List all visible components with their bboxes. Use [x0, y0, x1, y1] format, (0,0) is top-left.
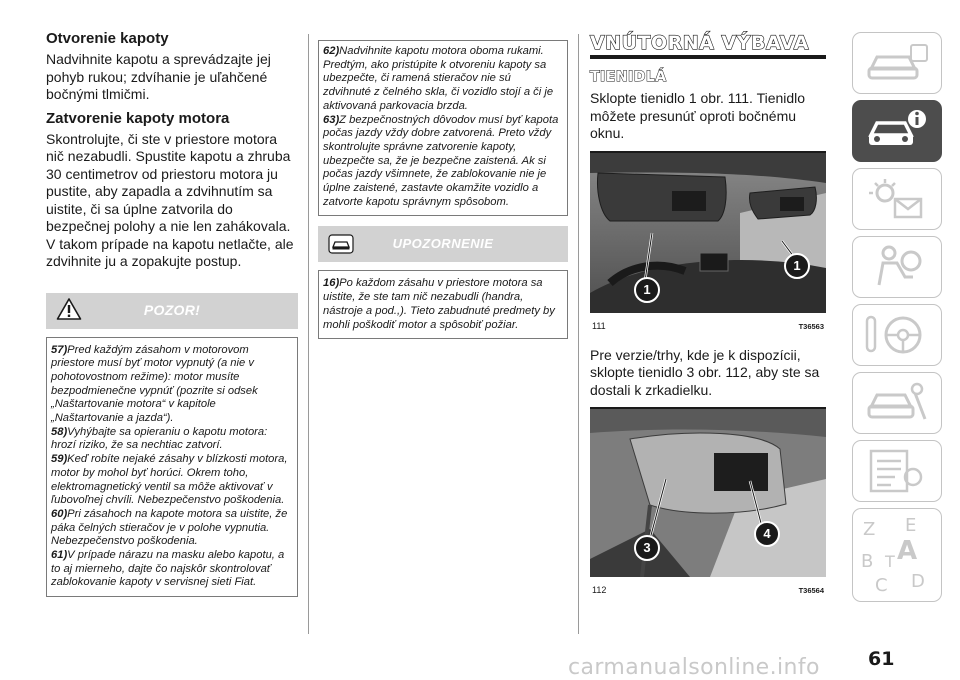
- sun-visor-photo-1: [590, 153, 826, 313]
- index-letter: B: [861, 551, 874, 572]
- tab-dashboard[interactable]: [852, 32, 942, 94]
- note-62: [323, 45, 561, 114]
- note-61: [51, 549, 291, 590]
- note-text: V prípade nárazu na masku alebo kapotu, a to aj mierneho, dajte čo najskôr skontrolovať zablokovanie kapoty v servisnej sieti Fiat.: [51, 549, 285, 589]
- para-open-hood: Nadvihnite kapotu a sprevádzajte jej pohyb rukou; zdvíhanie je uľahčené bočnými tlmičmi.: [46, 51, 271, 102]
- index-letter: Z: [863, 519, 876, 540]
- index-letter: C: [875, 575, 888, 596]
- note-63: [323, 114, 561, 210]
- section-title: TIENIDLÁ: [590, 69, 667, 85]
- figure-code: T36563: [798, 321, 824, 331]
- note-text: Vyhýbajte sa opieraniu o kapotu motora: hrozí riziko, že sa nechtiac zatvorí.: [51, 425, 268, 452]
- index-letter: A: [897, 536, 918, 566]
- para-visor-2: Pre verzie/trhy, kde je k dispozícii, sklopte tienidlo 3 obr. 112, aby ste sa dostali k zrkadielku.: [590, 346, 820, 398]
- note-text: Pri zásahoch na kapote motora sa uistite, že páka čelných stieračov je v polohe vypnutia. Nebezpečenstvo poškodenia.: [51, 507, 288, 548]
- note-57: [51, 344, 291, 426]
- warning-lights-icon: [865, 175, 929, 223]
- notice-title: UPOZORNENIE: [392, 236, 494, 252]
- index-letter: T: [885, 552, 895, 571]
- callout-1a: 1: [634, 277, 660, 303]
- tab-technical-data[interactable]: [852, 440, 942, 502]
- note-num: 61): [51, 549, 68, 562]
- figure-number: 112: [592, 585, 607, 595]
- note-58: [51, 426, 291, 453]
- heading-close-hood: Zatvorenie kapoty motora: [46, 109, 230, 127]
- notice-header: [318, 226, 568, 262]
- warning-box-continued: [318, 40, 568, 216]
- note-num: 59): [51, 453, 68, 466]
- note-59: [51, 453, 291, 508]
- tab-car-info[interactable]: [852, 100, 942, 162]
- technical-data-icon: [865, 447, 929, 495]
- column-divider: [578, 34, 579, 634]
- callout-3: 3: [634, 535, 660, 561]
- car-info-icon: [865, 107, 929, 155]
- figure-number: 111: [592, 320, 606, 331]
- note-16: [323, 277, 561, 332]
- note-num: 57): [51, 343, 68, 356]
- column-divider: [308, 34, 309, 634]
- column-right: [590, 30, 830, 595]
- note-num: 62): [323, 45, 340, 57]
- figure-caption: [590, 318, 826, 331]
- tab-warning-lights[interactable]: [852, 168, 942, 230]
- tab-index[interactable]: [852, 508, 942, 602]
- tab-safety[interactable]: [852, 236, 942, 298]
- callout-4: 4: [754, 521, 780, 547]
- note-num: 63): [323, 113, 340, 126]
- car-service-icon: [865, 379, 929, 427]
- title-underline: [590, 55, 826, 59]
- steering-key-icon: [865, 311, 929, 359]
- note-text: Nadvihnite kapotu motora oboma rukami. Predtým, ako pristúpite k otvoreniu kapoty sa ubezpečte, či ramená stieračov nie sú zdvihnuté z čelného skla, či vozidlo stojí a či je aktivovaná parkovacia brzda.: [323, 45, 554, 112]
- note-num: 60): [51, 507, 68, 520]
- heading-open-hood: Otvorenie kapoty: [46, 30, 169, 47]
- figure-caption: [590, 582, 826, 595]
- notice-box: [318, 270, 568, 339]
- index-letter: D: [911, 571, 925, 592]
- tab-service[interactable]: [852, 372, 942, 434]
- callout-1b: 1: [784, 253, 810, 279]
- figure-111: [590, 151, 826, 331]
- figure-112: [590, 407, 826, 595]
- tab-starting-driving[interactable]: [852, 304, 942, 366]
- page-number: 61: [868, 648, 895, 670]
- chapter-title: VNÚTORNÁ VÝBAVA: [590, 32, 809, 54]
- note-60: [51, 508, 291, 549]
- warning-title: POZOR!: [143, 301, 201, 318]
- sun-visor-photo-2: [590, 409, 826, 577]
- note-num: 58): [51, 425, 68, 438]
- note-text: Pred každým zásahom v motorovom priestore musí byť motor vypnutý (a nie v pohotovostnom režime): motor musíte bezpodmienečne vypnúť (pozrite si odsek „Naštartovanie motora“ v kapitole „Naštartovanie a jazda“).: [51, 343, 258, 425]
- note-num: 16): [323, 277, 340, 290]
- note-text: Po každom zásahu v priestore motora sa uistite, že ste tam nič nezabudli (handra, nástroje a pod.,). Tieto zabudnuté predmety by mohli poškodiť motor a spôsobiť požiar.: [323, 277, 555, 331]
- warning-header: [46, 293, 298, 329]
- note-text: Keď robíte nejaké zásahy v blízkosti motora, motor by mohol byť horúci. Okrem toho, elektromagnetický ventil sa môže aktivovať v ľubovoľnej chvíli. Nebezpečenstvo poškodenia.: [51, 453, 288, 507]
- airbag-safety-icon: [865, 243, 929, 291]
- para-visor-1: Sklopte tienidlo 1 obr. 111. Tienidlo môžete presunúť oproti bočnému oknu.: [590, 90, 806, 141]
- column-middle: [318, 40, 568, 339]
- watermark: carmanualsonline.info: [568, 655, 820, 680]
- warning-box: [46, 337, 298, 598]
- figure-code: T36564: [798, 586, 824, 595]
- index-letter: E: [905, 515, 917, 536]
- note-text: Z bezpečnostných dôvodov musí byť kapota počas jazdy vždy dobre zatvorená. Preto vždy skontrolujte správne zatvorenie kapoty, ubezpečte sa, že je bezpečne zaistená. Ak si počas jazdy všimnete, že zablokovanie nie je úplne zaistené, zastavte okamžite vozidlo a zatvorte kapotu správnym spôsobom.: [323, 113, 559, 208]
- index-icon: [861, 513, 931, 597]
- column-left: [46, 30, 298, 597]
- para-close-hood: Skontrolujte, či ste v priestore motora nič nezabudli. Spustite kapotu a zhruba 30 centimetrov od priestoru motora ju pustite, aby zapadla a zdvihnutím sa uistite, či sa úplne zatvorila do bezpečnej polohy a nie len zahákovala. V takom prípade na kapotu netlačte, ale zdvihnite ju a zopakujte postup.: [46, 130, 294, 269]
- car-dashboard-icon: [865, 39, 929, 87]
